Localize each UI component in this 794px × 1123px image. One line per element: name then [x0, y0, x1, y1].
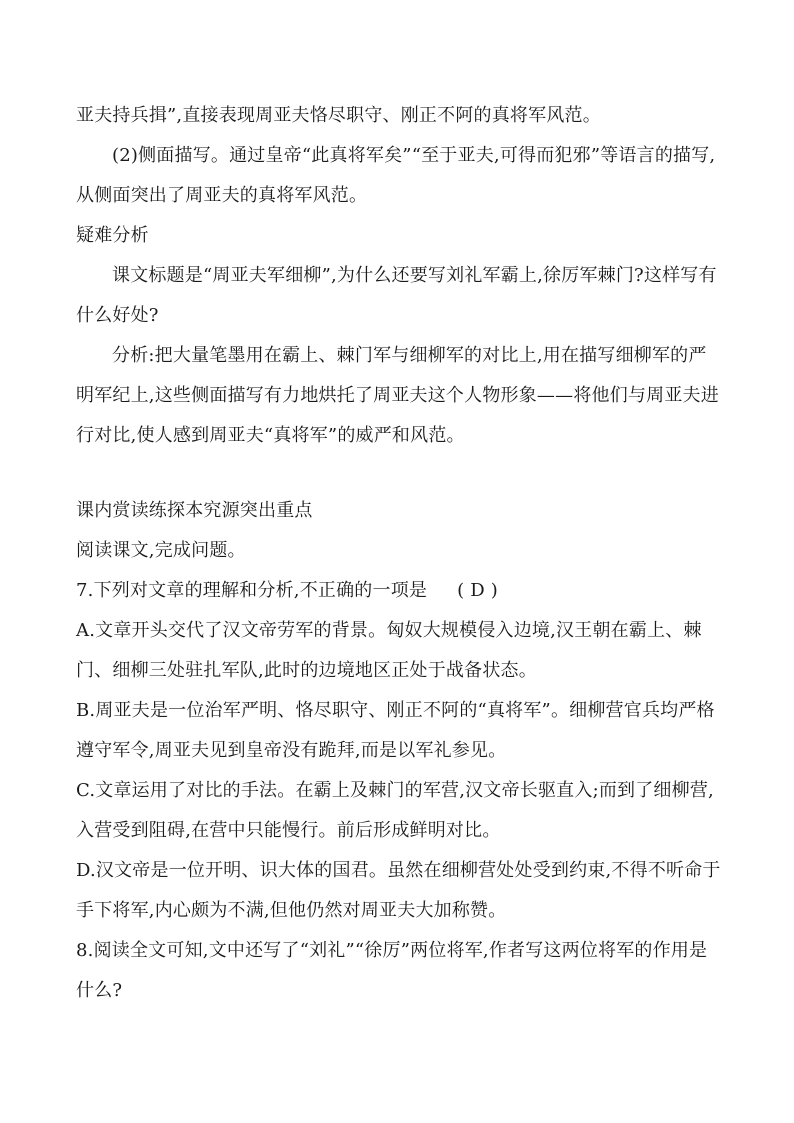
section-spacer — [76, 456, 721, 491]
heading-difficulty-analysis: 疑难分析 — [76, 225, 149, 246]
option-a: A.文章开头交代了汉文帝劳军的背景。匈奴大规模侵入边境,汉王朝在霸上、棘门、细柳三处驻扎军队,此时的边境地区正处于战备状态。 — [76, 620, 702, 681]
paragraph-side-description: (2)侧面描写。通过皇帝“此真将军矣”“至于亚夫,可得而犯邪”等语言的描写,从侧面突出了周亚夫的真将军风范。 — [76, 145, 716, 206]
difficulty-analysis: 分析:把大量笔墨用在霸上、棘门军与细柳军的对比上,用在描写细柳军的严明军纪上,这些侧面描写有力地烘托了周亚夫这个人物形象——将他们与周亚夫进行对比,使人感到周亚夫“真将军”的威严和风范。 — [76, 345, 719, 446]
difficulty-question: 课文标题是“周亚夫军细柳”,为什么还要写刘礼军霸上,徐厉军棘门?这样写有什么好处? — [76, 265, 717, 326]
paragraph-continuation: 亚夫持兵揖”,直接表现周亚夫恪尽职守、刚正不阿的真将军风范。 — [76, 105, 601, 126]
option-b: B.周亚夫是一位治军严明、恪尽职守、刚正不阿的“真将军”。细柳营官兵均严格遵守军令,周亚夫见到皇帝没有跪拜,而是以军礼参见。 — [76, 700, 715, 761]
question-7 — [76, 571, 721, 611]
section-title: 课内赏读练探本究源突出重点 — [76, 500, 313, 521]
document-page — [76, 96, 721, 1011]
question-8: 8.阅读全文可知,文中还写了“刘礼”“徐厉”两位将军,作者写这两位将军的作用是什么? — [76, 940, 708, 1001]
option-c: C.文章运用了对比的手法。在霸上及棘门的军营,汉文帝长驱直入;而到了细柳营,入营受到阻碍,在营中只能慢行。前后形成鲜明对比。 — [76, 780, 714, 841]
question-7-stem: 7.下列对文章的理解和分析,不正确的一项是 — [76, 580, 428, 601]
option-d: D.汉文帝是一位开明、识大体的国君。虽然在细柳营处处受到约束,不得不听命于手下将军,内心颇为不满,但他仍然对周亚夫大加称赞。 — [76, 860, 721, 921]
instruction: 阅读课文,完成问题。 — [76, 540, 246, 561]
question-7-answer: ( D ) — [457, 580, 499, 601]
